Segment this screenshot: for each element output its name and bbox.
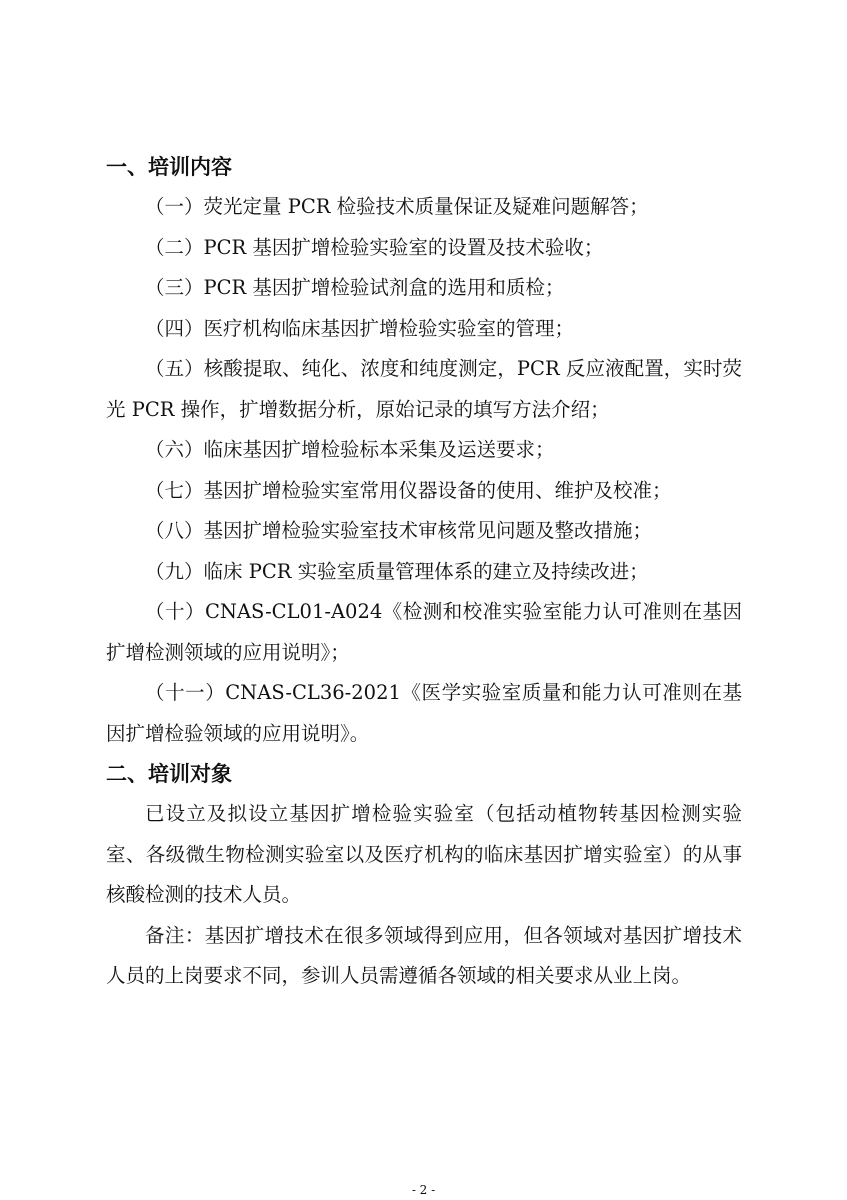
document-body	[106, 147, 742, 997]
training-item-9: （九）临床 PCR 实验室质量管理体系的建立及持续改进；	[145, 559, 649, 583]
training-item-8: （八）基因扩增检验实验室技术审核常见问题及整改措施；	[145, 519, 653, 542]
training-item-5: （五）核酸提取、纯化、浓度和纯度测定，PCR 反应液配置，实时荧光 PCR 操作，扩增数据分析，原始记录的填写方法介绍；	[106, 357, 742, 421]
training-item-11: （十一）CNAS-CL36-2021《医学实验室质量和能力认可准则在基因扩增检验领域的应用说明》。	[106, 681, 742, 745]
remark-paragraph: 备注：基因扩增技术在很多领域得到应用，但各领域对基因扩增技术人员的上岗要求不同，参训人员需遵循各领域的相关要求从业上岗。	[106, 923, 742, 987]
training-item-6: （六）临床基因扩增检验标本采集及运送要求；	[145, 438, 555, 461]
page-number: - 2 -	[411, 1183, 436, 1197]
training-item-2: （二）PCR 基因扩增检验实验室的设置及技术验收；	[145, 235, 604, 259]
section-heading-training-content: 一、培训内容	[106, 155, 232, 179]
section-heading-training-target: 二、培训对象	[106, 762, 232, 786]
training-item-10: （十）CNAS-CL01-A024《检测和校准实验室能力认可准则在基因扩增检测领域的应用说明》；	[106, 600, 742, 664]
training-target-paragraph: 已设立及拟设立基因扩增检验实验室（包括动植物转基因检测实验室、各级微生物检测实验室以及医疗机构的临床基因扩增实验室）的从事核酸检测的技术人员。	[106, 802, 742, 906]
training-item-3: （三）PCR 基因扩增检验试剂盒的选用和质检；	[145, 276, 565, 299]
training-item-4: （四）医疗机构临床基因扩增检验实验室的管理；	[145, 316, 575, 340]
training-item-7: （七）基因扩增检验实室常用仪器设备的使用、维护及校准；	[145, 478, 672, 502]
training-item-1: （一）荧光定量 PCR 检验技术质量保证及疑难问题解答；	[145, 195, 649, 218]
